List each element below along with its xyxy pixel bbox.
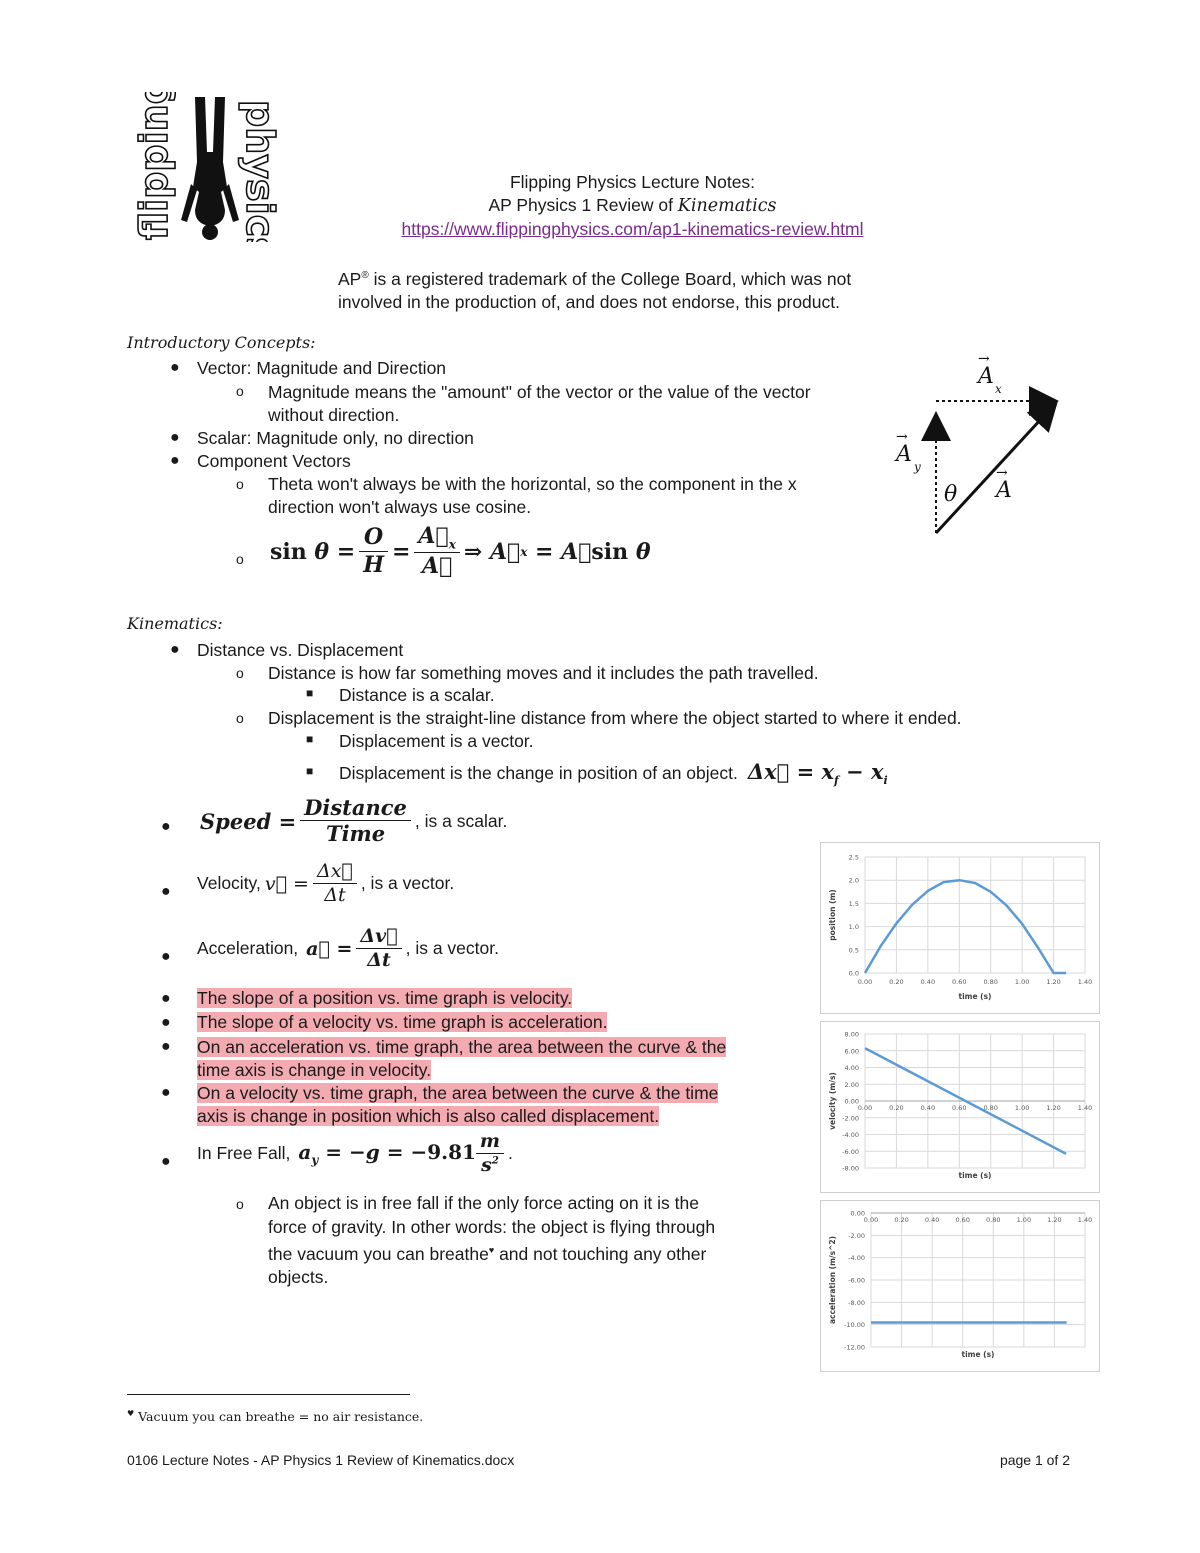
x-tick-label: 1.00 bbox=[1014, 1104, 1030, 1112]
vector-components-diagram bbox=[888, 355, 1078, 545]
header-subtitle: AP Physics 1 Review of Kinematics bbox=[488, 195, 777, 216]
x-tick-label: 0.20 bbox=[889, 1104, 904, 1112]
resultant-vector-arrow bbox=[936, 405, 1054, 533]
x-tick-label: 1.20 bbox=[1046, 978, 1061, 986]
displacement-change: Displacement is the change in position of an object. Δx⃗ = $x_f - x_i$ bbox=[339, 759, 888, 788]
slope-velocity-note: The slope of a velocity vs. time graph is acceleration. bbox=[197, 1012, 608, 1032]
y-tick-label: -6.00 bbox=[842, 1147, 859, 1156]
ax-label: A bbox=[978, 364, 994, 389]
logo-graphic bbox=[125, 92, 290, 242]
y-tick-label: -2.00 bbox=[842, 1114, 859, 1123]
free-fall-definition: An object is in free fall if the only force acting on it is the force of gravity. In other words: the object is flying through the vacuum you can breathe♥ and not touching any other objects. bbox=[268, 1193, 716, 1288]
free-fall-item: In Free Fall, $a_y = -g = -9.81$ $\frac{m}{s^2}$ . bbox=[197, 1130, 513, 1176]
footer-filename: 0106 Lecture Notes - AP Physics 1 Review of Kinematics.docx bbox=[127, 1452, 515, 1468]
y-tick-label: 4.00 bbox=[844, 1064, 859, 1072]
logo-word-physics: physics bbox=[238, 100, 282, 242]
speed-item: Speed = $\frac{\text{Distance}}{\text{Time}}$ , is a scalar. bbox=[200, 795, 508, 847]
footer-page-number: page 1 of 2 bbox=[999, 1452, 1070, 1468]
flipping-physics-logo bbox=[125, 92, 290, 242]
y-tick-label: 0.00 bbox=[850, 1209, 865, 1218]
trademark-notice: AP® is a registered trademark of the College Board, which was not involved in the production of, and does not endorse, this product. bbox=[338, 268, 852, 312]
area-acceleration-note: On an acceleration vs. time graph, the area between the curve & the time axis is change in velocity. bbox=[197, 1037, 727, 1080]
x-axis-title: time (s) bbox=[961, 1350, 995, 1359]
x-tick-label: 0.60 bbox=[952, 1104, 967, 1112]
kinematics-heading: Kinematics: bbox=[127, 614, 223, 633]
plot-area bbox=[865, 857, 1085, 973]
y-tick-label: -2.00 bbox=[848, 1231, 865, 1240]
x-tick-label: 0.00 bbox=[863, 1216, 879, 1224]
x-tick-label: 0.60 bbox=[955, 1216, 970, 1224]
x-tick-label: 1.20 bbox=[1046, 1104, 1061, 1112]
header-title: Flipping Physics Lecture Notes: bbox=[509, 172, 756, 192]
vector-item: Vector: Magnitude and Direction bbox=[197, 358, 447, 378]
y-tick-label: -8.00 bbox=[848, 1298, 865, 1307]
x-tick-label: 1.00 bbox=[1016, 1216, 1032, 1224]
x-tick-label: 0.40 bbox=[920, 1104, 936, 1112]
y-tick-label: 6.00 bbox=[844, 1047, 859, 1056]
x-tick-label: 0.80 bbox=[986, 1216, 1001, 1224]
x-tick-label: 0.60 bbox=[952, 978, 967, 986]
review-url-link[interactable]: https://www.flippingphysics.com/ap1-kinematics-review.html bbox=[401, 219, 864, 239]
svg-text:→: → bbox=[996, 465, 1008, 481]
y-tick-label: -12.00 bbox=[844, 1343, 865, 1352]
y-tick-label: 0.0 bbox=[848, 969, 859, 978]
distance-scalar: Distance is a scalar. bbox=[339, 685, 495, 705]
component-item: Component Vectors bbox=[197, 451, 351, 471]
a-label: A bbox=[996, 478, 1012, 503]
velocity-item: Velocity, v⃗ = $\frac{\Delta x⃗}{\Delta t}$ , is a vector. bbox=[197, 860, 455, 906]
x-tick-label: 1.40 bbox=[1077, 1104, 1093, 1112]
y-axis-title: acceleration (m/s^2) bbox=[828, 1235, 837, 1325]
distance-displacement-item: Distance vs. Displacement bbox=[197, 640, 404, 660]
y-tick-label: -4.00 bbox=[848, 1254, 865, 1263]
y-tick-label: -4.00 bbox=[842, 1131, 859, 1139]
x-tick-label: 0.00 bbox=[857, 1104, 873, 1112]
scalar-item: Scalar: Magnitude only, no direction bbox=[197, 428, 474, 448]
x-tick-label: 1.40 bbox=[1077, 978, 1093, 986]
x-tick-label: 0.40 bbox=[924, 1216, 940, 1224]
slope-position-note: The slope of a position vs. time graph is velocity. bbox=[197, 988, 573, 1008]
x-tick-label: 1.00 bbox=[1014, 978, 1030, 986]
x-tick-label: 0.80 bbox=[983, 978, 998, 986]
footnote: ♥ Vacuum you can breathe = no air resistance. bbox=[127, 1409, 424, 1425]
x-tick-label: 0.00 bbox=[857, 978, 873, 986]
y-tick-label: 8.00 bbox=[844, 1030, 859, 1039]
y-tick-label: -6.00 bbox=[848, 1276, 865, 1285]
acceleration-time-chart bbox=[820, 1200, 1100, 1372]
intro-heading: Introductory Concepts: bbox=[127, 333, 316, 352]
area-velocity-note: On a velocity vs. time graph, the area between the curve & the time axis is change in position which is also called displacement. bbox=[197, 1083, 719, 1126]
sine-component-equation: sin θ = $\frac{O}{H}$ = $\frac{A⃗_x}{A⃗}$ ⇒ A⃗ x = A⃗ sin θ bbox=[270, 523, 651, 580]
x-tick-label: 1.40 bbox=[1077, 1216, 1093, 1224]
ay-label: A bbox=[896, 442, 912, 467]
logo-word-flipping: flipping bbox=[132, 92, 176, 240]
y-tick-label: 2.00 bbox=[844, 1080, 859, 1089]
y-tick-label: 2.5 bbox=[848, 853, 859, 862]
svg-text:→: → bbox=[896, 429, 908, 445]
theta-item: Theta won't always be with the horizontal, so the component in the x direction won't always use cosine. bbox=[268, 474, 797, 517]
y-tick-label: -8.00 bbox=[842, 1164, 859, 1173]
y-axis-title: velocity (m/s) bbox=[828, 1072, 837, 1130]
x-axis-title: time (s) bbox=[958, 992, 992, 1001]
acceleration-item: Acceleration, a⃗ = $\frac{\Delta v⃗}{\Delta t}$ , is a vector. bbox=[197, 925, 499, 971]
theta-label: θ bbox=[944, 482, 958, 507]
velocity-time-chart bbox=[820, 1021, 1100, 1193]
magnitude-item: Magnitude means the "amount" of the vector or the value of the vector without direction. bbox=[268, 382, 811, 425]
y-tick-label: 1.5 bbox=[848, 899, 859, 908]
y-tick-label: 2.0 bbox=[848, 876, 859, 885]
y-axis-title: position (m) bbox=[828, 889, 837, 941]
footnote-rule bbox=[127, 1394, 410, 1395]
svg-text:y: y bbox=[914, 460, 921, 474]
x-tick-label: 0.20 bbox=[889, 978, 904, 986]
distance-definition: Distance is how far something moves and it includes the path travelled. bbox=[268, 663, 819, 683]
y-tick-label: 1.0 bbox=[848, 923, 859, 932]
position-time-chart bbox=[820, 842, 1100, 1014]
displacement-definition: Displacement is the straight-line distance from where the object started to where it ended. bbox=[268, 708, 962, 728]
svg-text:x: x bbox=[995, 382, 1002, 396]
y-tick-label: 0.00 bbox=[844, 1097, 859, 1106]
x-axis-title: time (s) bbox=[958, 1171, 992, 1180]
y-tick-label: 0.5 bbox=[848, 946, 859, 955]
x-tick-label: 1.20 bbox=[1047, 1216, 1062, 1224]
x-tick-label: 0.40 bbox=[920, 978, 936, 986]
y-tick-label: -10.00 bbox=[844, 1321, 865, 1330]
svg-text:→: → bbox=[978, 355, 990, 367]
x-tick-label: 0.20 bbox=[894, 1216, 909, 1224]
x-tick-label: 0.80 bbox=[983, 1104, 998, 1112]
displacement-vector: Displacement is a vector. bbox=[339, 731, 534, 751]
